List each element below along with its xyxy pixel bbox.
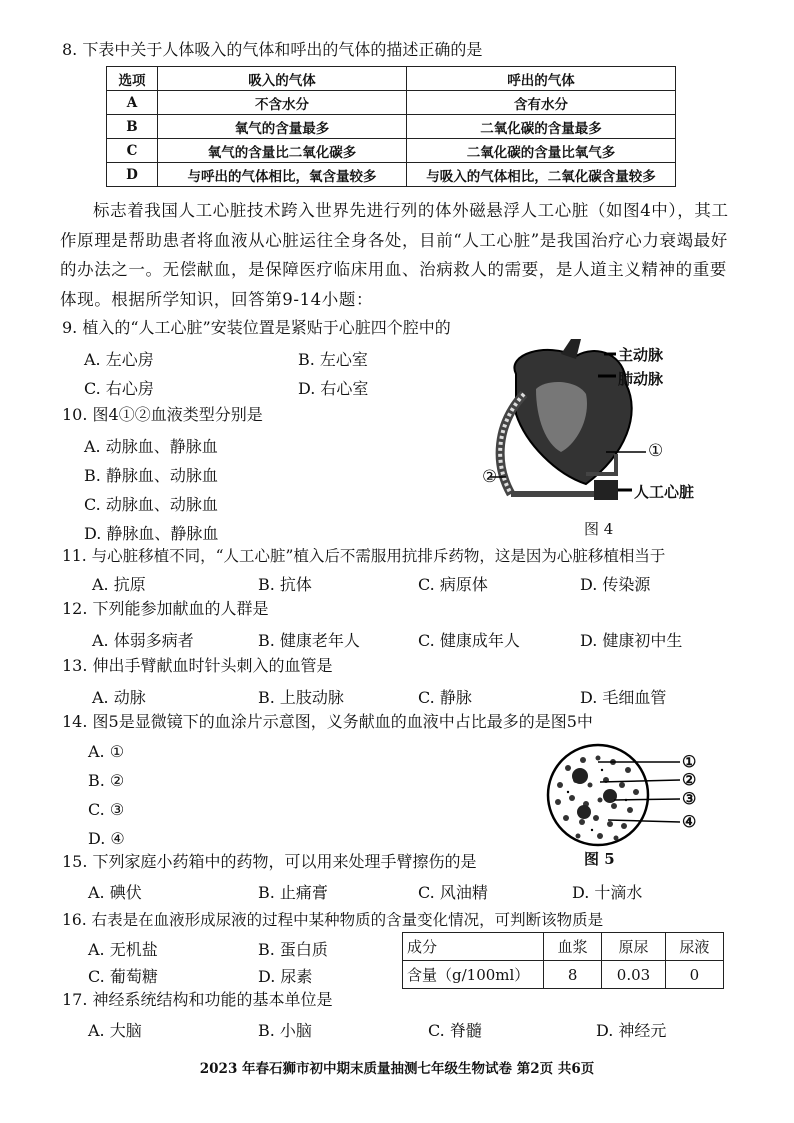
q17-option-c[interactable]: C. 脊髓	[428, 1021, 482, 1040]
table-row	[107, 163, 676, 187]
q9-option-a[interactable]: A. 左心房	[84, 350, 154, 369]
q14-option-a[interactable]: A. ①	[88, 742, 125, 761]
table-cell: 二氧化碳的含量比氧气多	[407, 139, 676, 163]
q12-option-b[interactable]: B. 健康老年人	[258, 631, 360, 650]
q13-option-a[interactable]: A. 动脉	[92, 688, 146, 707]
figure-5-blood-smear	[538, 740, 738, 850]
q10-stem: 10. 图4①②血液类型分别是	[62, 405, 263, 424]
q9-stem: 9. 植入的“人工心脏”安装位置是紧贴于心脏四个腔中的	[62, 318, 451, 337]
table-cell: 与呼出的气体相比，氧含量较多	[158, 163, 407, 187]
q12-stem: 12. 下列能参加献血的人群是	[62, 599, 269, 618]
table-cell: 含量（g/100ml）	[403, 961, 544, 989]
q13-stem: 13. 伸出手臂献血时针头刺入的血管是	[62, 656, 333, 675]
fig5-caption: 图 5	[584, 850, 615, 868]
table-cell: 血浆	[544, 933, 602, 961]
fig4-label-pulmonary-artery: 肺动脉	[618, 370, 664, 388]
fig5-label-1: ①	[682, 752, 697, 771]
q15-option-b[interactable]: B. 止痛膏	[258, 883, 328, 902]
table-cell: B	[107, 115, 158, 139]
q8-stem: 8. 下表中关于人体吸入的气体和呼出的气体的描述正确的是	[62, 40, 483, 59]
q13-option-c[interactable]: C. 静脉	[418, 688, 472, 707]
page-footer: 2023 年春石狮市初中期末质量抽测七年级生物试卷 第2页 共6页	[199, 1061, 595, 1077]
table-cell: 与吸入的气体相比，二氧化碳含量较多	[407, 163, 676, 187]
q11-option-d[interactable]: D. 传染源	[580, 575, 651, 594]
table-cell: C	[107, 139, 158, 163]
q16-option-c[interactable]: C. 葡萄糖	[88, 967, 158, 986]
q10-option-b[interactable]: B. 静脉血、动脉血	[84, 466, 218, 485]
table-cell: 成分	[403, 933, 544, 961]
q14-option-d[interactable]: D. ④	[88, 829, 125, 848]
q15-option-d[interactable]: D. 十滴水	[572, 883, 643, 902]
q13-option-b[interactable]: B. 上肢动脉	[258, 688, 344, 707]
table-cell: 原尿	[602, 933, 665, 961]
q15-option-a[interactable]: A. 碘伏	[88, 883, 142, 902]
table-cell: 含有水分	[407, 91, 676, 115]
table-row	[403, 961, 724, 989]
reading-passage: 标志着我国人工心脏技术跨入世界先进行列的体外磁悬浮人工心脏（如图4中），其工作原理是帮助患者将血液从心脏运往全身各处，目前“人工心脏”是我国治疗心力衰竭最好的办法之一。无偿献血，是保障医疗临床用血、治病救人的需要，是人道主义精神的重要体现。根据所学知识，回答第9-14小题：	[60, 201, 729, 309]
q12-option-a[interactable]: A. 体弱多病者	[92, 631, 194, 650]
q17-option-d[interactable]: D. 神经元	[596, 1021, 667, 1040]
fig4-label-aorta: 主动脉	[618, 346, 664, 364]
table-cell: 尿液	[665, 933, 723, 961]
fig5-label-3: ③	[682, 789, 697, 808]
table-cell: A	[107, 91, 158, 115]
q17-stem: 17. 神经系统结构和功能的基本单位是	[62, 990, 333, 1009]
fig4-caption: 图 4	[584, 520, 614, 538]
table-cell: 0.03	[602, 961, 665, 989]
table-cell: D	[107, 163, 158, 187]
q16-table	[402, 932, 724, 989]
q11-option-a[interactable]: A. 抗原	[92, 575, 146, 594]
q10-option-d[interactable]: D. 静脉血、静脉血	[84, 524, 219, 543]
table-cell: 氧气的含量比二氧化碳多	[158, 139, 407, 163]
q12-option-c[interactable]: C. 健康成年人	[418, 631, 520, 650]
table-row	[107, 91, 676, 115]
fig4-label-1: ①	[648, 441, 664, 461]
q10-option-a[interactable]: A. 动脉血、静脉血	[84, 437, 218, 456]
q8-table	[106, 66, 676, 187]
q16-option-d[interactable]: D. 尿素	[258, 967, 313, 986]
table-cell: 不含水分	[158, 91, 407, 115]
fig5-label-2: ②	[682, 770, 697, 789]
q11-option-b[interactable]: B. 抗体	[258, 575, 312, 594]
q14-option-c[interactable]: C. ③	[88, 800, 125, 819]
q16-option-b[interactable]: B. 蛋白质	[258, 940, 328, 959]
table-cell: 8	[544, 961, 602, 989]
q9-option-d[interactable]: D. 右心室	[298, 379, 369, 398]
q9-option-b[interactable]: B. 左心室	[298, 350, 368, 369]
q16-stem: 16. 右表是在血液形成尿液的过程中某种物质的含量变化情况，可判断该物质是	[62, 911, 604, 929]
table-cell: 二氧化碳的含量最多	[407, 115, 676, 139]
q15-option-c[interactable]: C. 风油精	[418, 883, 488, 902]
q16-option-a[interactable]: A. 无机盐	[88, 940, 158, 959]
q12-option-d[interactable]: D. 健康初中生	[580, 631, 683, 650]
table-cell: 0	[665, 961, 723, 989]
q11-option-c[interactable]: C. 病原体	[418, 575, 488, 594]
figure-4-heart-diagram	[476, 334, 736, 514]
q10-option-c[interactable]: C. 动脉血、动脉血	[84, 495, 218, 514]
table-cell: 选项	[107, 67, 158, 91]
q17-option-a[interactable]: A. 大脑	[88, 1021, 142, 1040]
table-cell: 吸入的气体	[158, 67, 407, 91]
q17-option-b[interactable]: B. 小脑	[258, 1021, 312, 1040]
table-cell: 氧气的含量最多	[158, 115, 407, 139]
table-row	[403, 933, 724, 961]
q9-option-c[interactable]: C. 右心房	[84, 379, 154, 398]
q14-stem: 14. 图5是显微镜下的血涂片示意图，义务献血的血液中占比最多的是图5中	[62, 712, 593, 731]
table-row	[107, 139, 676, 163]
q15-stem: 15. 下列家庭小药箱中的药物，可以用来处理手臂擦伤的是	[62, 852, 477, 871]
table-row	[107, 115, 676, 139]
table-row	[107, 67, 676, 91]
fig4-label-2: ②	[482, 467, 498, 487]
fig4-label-artificial-heart: 人工心脏	[634, 483, 695, 501]
table-cell: 呼出的气体	[407, 67, 676, 91]
q13-option-d[interactable]: D. 毛细血管	[580, 688, 667, 707]
q11-stem: 11. 与心脏移植不同，“人工心脏”植入后不需服用抗排斥药物，这是因为心脏移植相当于	[62, 547, 666, 565]
q14-option-b[interactable]: B. ②	[88, 771, 125, 790]
fig5-label-4: ④	[682, 812, 697, 831]
